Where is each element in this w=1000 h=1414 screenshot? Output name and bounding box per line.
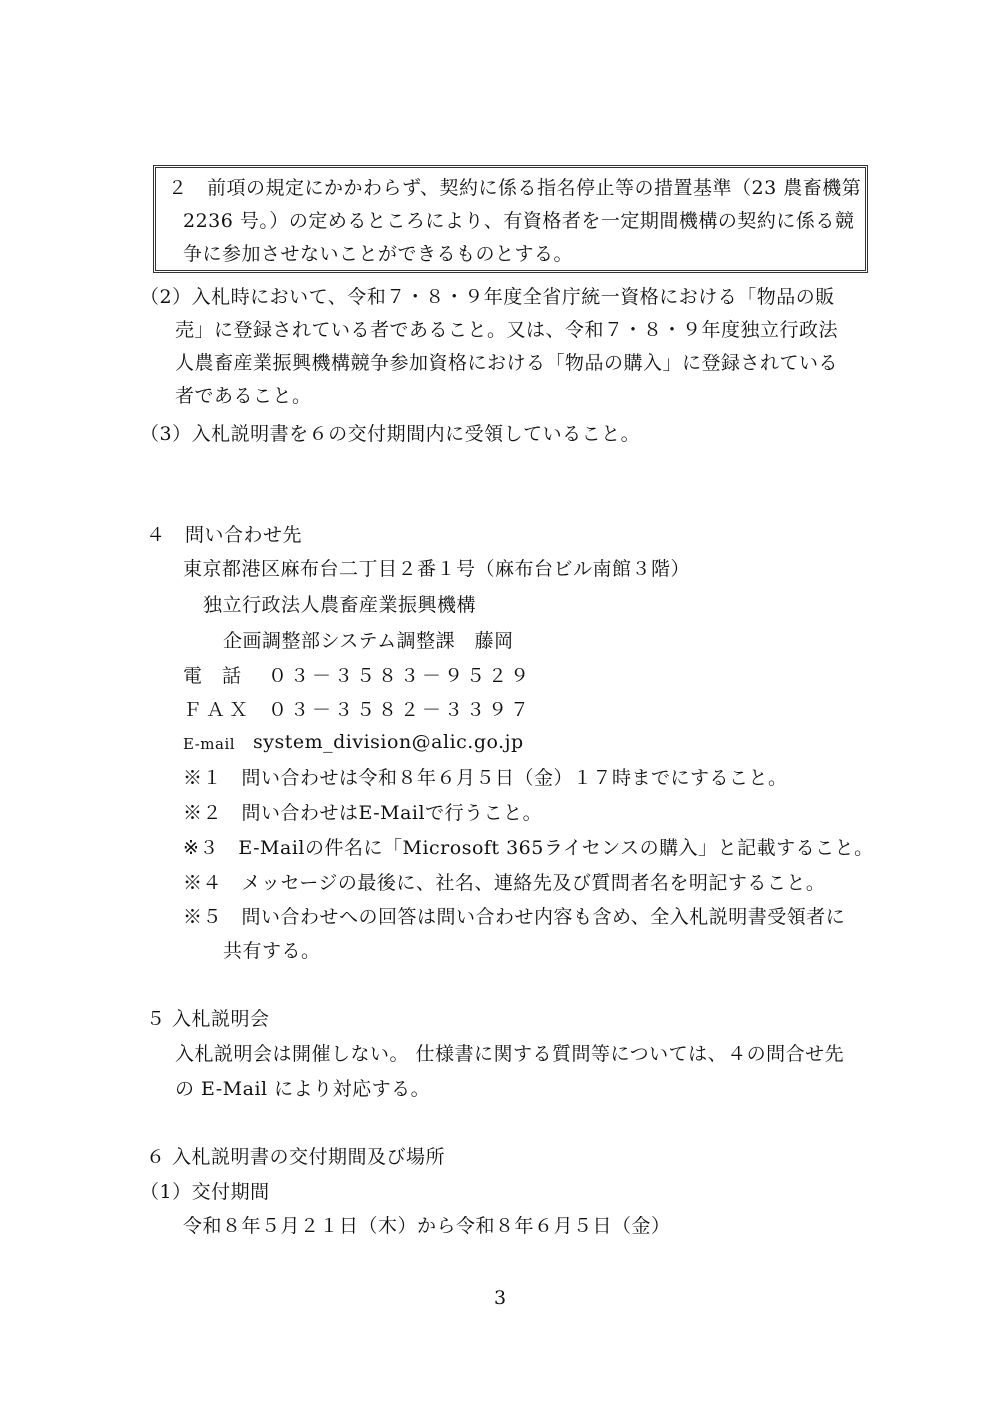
- note-item: ※４ メッセージの最後に、社名、連絡先及び質問者名を明記すること。: [183, 872, 826, 894]
- fax-number: ０３－３５８２－３３９７: [268, 699, 533, 721]
- section6-subheading: （1）交付期間: [140, 1181, 270, 1203]
- contact-org: 独立行政法人農畜産業振興機構: [203, 594, 477, 616]
- qualification-2-line: （2）入札時において、令和７・８・９年度全省庁統一資格における「物品の販: [140, 286, 835, 308]
- delivery-period: 令和８年５月２１日（木）から令和８年６月５日（金）: [183, 1215, 671, 1237]
- qualification-3: （3）入札説明書を６の交付期間内に受領していること。: [140, 423, 641, 445]
- boxed-clause-line: 争に参加させないことができるものとする。: [183, 243, 574, 265]
- contact-address: 東京都港区麻布台二丁目２番１号（麻布台ビル南館３階）: [183, 558, 691, 580]
- note-item: ※５ 問い合わせへの回答は問い合わせ内容も含め、全入札説明書受領者に: [183, 906, 846, 928]
- note-item: ※１ 問い合わせは令和８年６月５日（金）１７時までにすること。: [183, 767, 788, 789]
- section5-line: 入札説明会は開催しない。 仕様書に関する質問等については、４の問合せ先: [175, 1043, 845, 1065]
- note-item: ※３ E-Mailの件名に「Microsoft 365ライセンスの購入」と記載すること。: [183, 837, 874, 859]
- boxed-clause-line: 2236 号。）の定めるところにより、有資格者を一定期間機構の契約に係る競: [183, 210, 855, 232]
- section6-heading: ６ 入札説明書の交付期間及び場所: [146, 1146, 446, 1168]
- phone-label: 電 話: [183, 665, 242, 687]
- email-address: system_division@alic.go.jp: [253, 731, 524, 753]
- boxed-clause-line: ２ 前項の規定にかかわらず、契約に係る指名停止等の措置基準（23 農畜機第: [168, 177, 862, 199]
- section4-heading: ４ 問い合わせ先: [146, 524, 303, 546]
- phone-number: ０３－３５８３－９５２９: [268, 665, 533, 687]
- page-number: 3: [493, 1287, 507, 1309]
- contact-dept: 企画調整部システム調整課 藤岡: [223, 630, 514, 652]
- qualification-2-line: 人農畜産業振興機構競争参加資格における「物品の購入」に登録されている: [175, 352, 839, 374]
- section5-line: の E-Mail により対応する。: [175, 1078, 431, 1100]
- note-item: ※２ 問い合わせはE-Mailで行うこと。: [183, 802, 543, 824]
- email-label: E-mail: [183, 735, 236, 753]
- fax-label: ＦＡＸ: [183, 699, 253, 721]
- note-item-continuation: 共有する。: [223, 940, 321, 962]
- section5-heading: ５ 入札説明会: [146, 1008, 270, 1030]
- qualification-2-line: 者であること。: [175, 385, 312, 407]
- qualification-2-line: 売」に登録されている者であること。又は、令和７・８・９年度独立行政法: [175, 319, 839, 341]
